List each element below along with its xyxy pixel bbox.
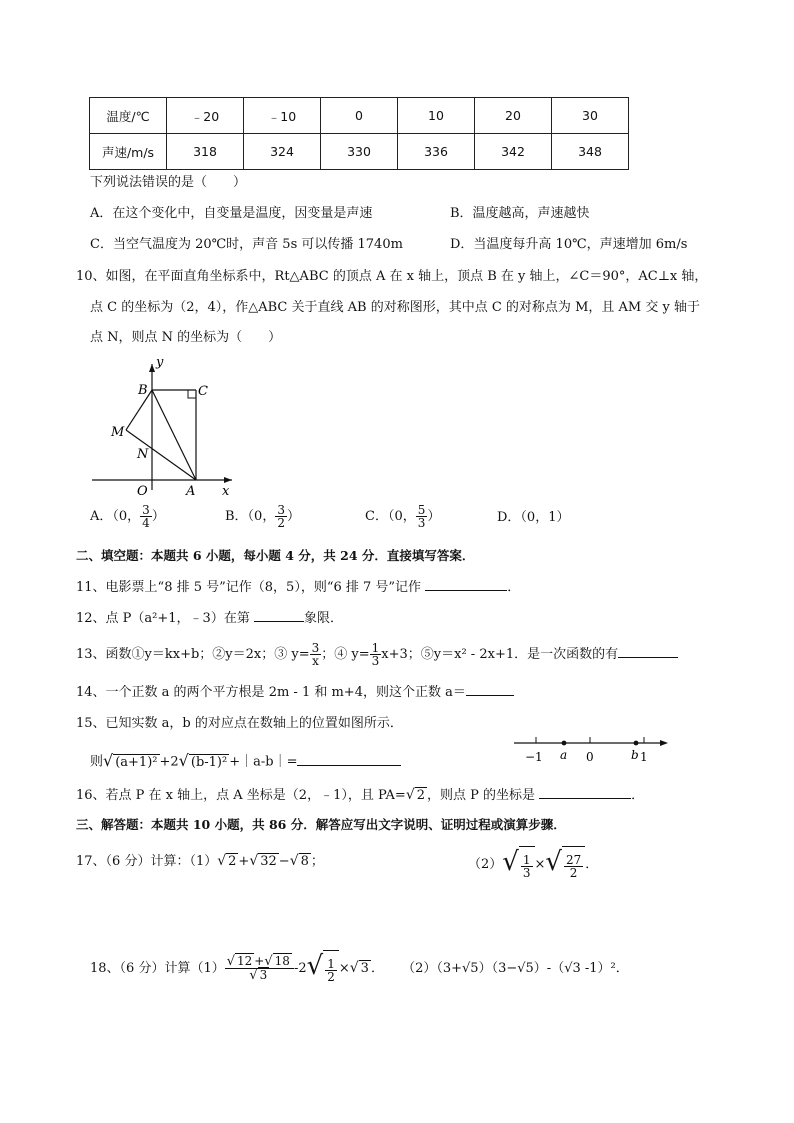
- point-label-b: b: [631, 748, 639, 762]
- numerator: 5: [417, 503, 426, 517]
- q10-option-b: [225, 502, 300, 532]
- q17-text: ；: [310, 854, 324, 869]
- section-2-heading: 二、填空题：本题共 6 小题，每小题 4 分，共 24 分．直接填写答案．: [76, 548, 475, 563]
- q10-line1: 10、如图，在平面直角坐标系中，Rt△ABC 的顶点 A 在 x 轴上，顶点 B 在 y 轴上，∠C＝90°，AC⊥x 轴，: [76, 269, 708, 284]
- answer-blank[interactable]: [254, 621, 304, 622]
- q10-option-d: D．（0，1）: [497, 510, 570, 525]
- radicand: 32: [260, 854, 277, 869]
- numerator: 3: [311, 641, 320, 655]
- radicand: 18: [274, 954, 290, 968]
- option-text: A．（0，: [90, 509, 141, 524]
- operator: +: [254, 954, 265, 968]
- q15-text: 则: [90, 754, 104, 770]
- denominator: 3: [417, 516, 426, 530]
- table-row: [90, 98, 629, 134]
- q16-end: ．: [631, 788, 645, 803]
- table-row: [90, 134, 629, 170]
- radical: √ $\frac{27}{2}$: [545, 842, 585, 887]
- q9-stem: 下列说法错误的是（ ）: [90, 175, 247, 190]
- radicand: 2: [416, 788, 426, 803]
- q15-text: 15、已知实数 a，b 的对应点在数轴上的位置如图所示．: [76, 716, 403, 731]
- table-cell: 336: [398, 134, 475, 170]
- fraction: [564, 854, 583, 879]
- table-cell: 30: [552, 98, 629, 134]
- q9-option-d: D．当温度每升高 10℃，声速增加 6m/s: [450, 237, 688, 252]
- denominator: 3: [522, 866, 531, 880]
- q10-option-c: [365, 502, 440, 532]
- label-b: B: [138, 383, 148, 398]
- radical: √ 2: [217, 853, 237, 869]
- q18: [90, 946, 629, 991]
- numerator: 3: [142, 503, 150, 517]
- answer-blank[interactable]: [539, 798, 631, 799]
- fraction: [310, 642, 322, 667]
- numerator: 3: [277, 503, 285, 517]
- label-n: N: [137, 447, 149, 462]
- radical: √ 3: [349, 960, 369, 976]
- option-text: ）: [286, 509, 300, 524]
- operator: −: [278, 854, 290, 869]
- radical: √ 32: [249, 853, 277, 869]
- denominator: 3: [371, 654, 380, 668]
- label-y: y: [156, 355, 164, 370]
- coordinate-figure: [80, 350, 250, 500]
- radical: √ $\frac{1}{3}$: [502, 842, 534, 887]
- denominator: 2: [569, 866, 578, 880]
- radicand: 3: [259, 968, 268, 982]
- q10-option-a: [90, 502, 165, 532]
- q12-text: 12、点 P（a²+1，﹣3）在第: [76, 611, 250, 626]
- q12: [76, 612, 343, 625]
- q10-line2: 点 C 的坐标为（2，4），作△ABC 关于直线 AB 的对称图形，其中点 C 的对称点为 M，且 AM 交 y 轴于: [90, 300, 700, 315]
- q18-text: 18、（6 分）计算（1）: [90, 961, 225, 976]
- table-cell: 10: [398, 98, 475, 134]
- radical: √ 3: [249, 968, 268, 983]
- table-cell: 声速/m/s: [90, 134, 167, 170]
- fraction: [416, 504, 428, 529]
- table-cell: 324: [244, 134, 321, 170]
- q18-text: ．: [370, 961, 384, 976]
- label-o: O: [137, 484, 148, 499]
- operator: ×: [534, 857, 546, 872]
- table-cell: ﹣10: [244, 98, 321, 134]
- q11-text: 11、电影票上“8 排 5 号”记作（8，5），则“6 排 7 号”记作: [76, 580, 422, 595]
- tick-label: −1: [525, 750, 543, 764]
- table-cell: 318: [167, 134, 244, 170]
- q14-text: 14、一个正数 a 的两个平方根是 2m - 1 和 m+4，则这个正数 a＝: [76, 685, 466, 700]
- table-cell: 342: [475, 134, 552, 170]
- table-cell: ﹣20: [167, 98, 244, 134]
- radical: √ (b-1)²: [178, 751, 228, 770]
- point-label-a: a: [560, 748, 568, 762]
- q11: [76, 581, 520, 594]
- q15-expression: [90, 746, 401, 778]
- table-cell: 20: [475, 98, 552, 134]
- number-line: [510, 733, 675, 765]
- q15-text: +｜a-b｜=: [229, 754, 298, 770]
- q12-post: 象限．: [303, 611, 343, 626]
- q13-text: 13、函数①y＝kx+b；②y＝2x；③ y=: [76, 647, 310, 662]
- fraction: [370, 642, 382, 667]
- numerator: 1: [327, 957, 335, 971]
- radicand: 8: [300, 854, 309, 869]
- fraction: [521, 854, 533, 879]
- option-text: ）: [151, 509, 165, 524]
- fraction: [275, 504, 287, 529]
- option-text: C．（0，: [365, 509, 416, 524]
- table-cell: 330: [321, 134, 398, 170]
- q16-text: ，则点 P 的坐标是: [427, 788, 536, 803]
- tick-label: 1: [640, 750, 648, 764]
- q15-text: +2: [159, 754, 179, 770]
- radical: √ (a+1)²: [103, 751, 158, 770]
- radicand: (a+1)²: [115, 755, 158, 770]
- q17-part1: [76, 850, 324, 873]
- denominator: 2: [277, 516, 285, 530]
- q17-part2: [468, 842, 598, 887]
- answer-blank[interactable]: [297, 765, 401, 766]
- fraction: [225, 955, 294, 982]
- q10-line3: 点 N，则点 N 的坐标为（ ）: [90, 330, 282, 345]
- radicand: 12: [237, 954, 253, 968]
- q18-part2: （2）（3+√5）（3−√5）-（√3 -1）²．: [402, 961, 629, 976]
- radicand: 2: [228, 854, 237, 869]
- q17-text: （2）: [468, 857, 503, 872]
- table-cell: 348: [552, 134, 629, 170]
- tick-label: 0: [586, 750, 594, 764]
- denominator: 4: [142, 516, 150, 530]
- radicand: (b-1)²: [190, 755, 228, 770]
- q9-option-b: B．温度越高，声速越快: [450, 206, 590, 221]
- q17-text: 17、（6 分）计算：（1）: [76, 854, 218, 869]
- q13-text: ；④ y=: [321, 647, 370, 662]
- q13-text: x+3；⑤y＝x² - 2x+1．是一次函数的有: [381, 647, 619, 662]
- q11-end: ．: [507, 580, 521, 595]
- q16-text: 16、若点 P 在 x 轴上，点 A 坐标是（2，﹣1），且 PA=: [76, 788, 406, 803]
- option-text: ）: [427, 509, 441, 524]
- speed-table: [89, 97, 629, 170]
- radical: √ 12: [226, 954, 253, 969]
- q18-text: -2: [293, 961, 307, 976]
- answer-blank[interactable]: [466, 695, 514, 696]
- radical: √ 18: [264, 954, 290, 969]
- label-m: M: [111, 425, 125, 440]
- fraction: [140, 504, 152, 529]
- q13: [76, 640, 678, 670]
- table-cell: 0: [321, 98, 398, 134]
- table-cell: 温度/℃: [90, 98, 167, 134]
- radical: √ 2: [405, 787, 426, 803]
- answer-blank[interactable]: [618, 657, 678, 658]
- numerator: 1: [522, 853, 531, 867]
- numerator: 1: [371, 641, 380, 655]
- numerator: 27: [565, 853, 582, 867]
- radical: √ 8: [289, 853, 309, 869]
- denominator: 2: [327, 970, 335, 984]
- q9-option-c: C．当空气温度为 20℃时，声音 5s 可以传播 1740m: [90, 237, 403, 252]
- q16: [76, 788, 644, 802]
- q9-option-a: A．在这个变化中，自变量是温度，因变量是声速: [90, 206, 373, 221]
- label-x: x: [222, 484, 230, 499]
- fraction: [325, 958, 337, 983]
- section-3-heading: 三、解答题：本题共 10 小题，共 86 分．解答应写出文字说明、证明过程或演算步骤．: [76, 817, 566, 832]
- q14: [76, 686, 514, 699]
- option-text: B．（0，: [225, 509, 276, 524]
- operator: +: [238, 854, 250, 869]
- operator: ×: [338, 961, 350, 976]
- label-c: C: [198, 384, 208, 399]
- q17-text: ．: [585, 857, 599, 872]
- label-a: A: [186, 484, 196, 499]
- answer-blank[interactable]: [425, 590, 507, 591]
- radicand: 3: [360, 961, 369, 976]
- denominator: x: [312, 654, 319, 668]
- radical: √ $\frac{1}{2}$: [307, 946, 339, 991]
